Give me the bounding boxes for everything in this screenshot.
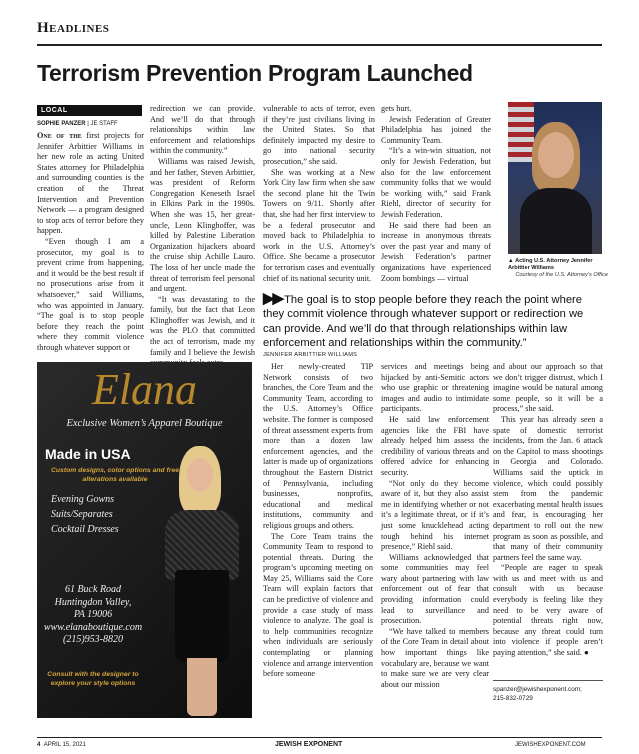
byline-role: | JE STAFF xyxy=(85,121,118,127)
article-column-7 xyxy=(493,362,603,659)
article-column-6 xyxy=(381,362,489,690)
article-paragraph: “People are eager to speak with us and meet with us and consult with us because everybody is feeling like they need to be very aware of potential threats right now, because any threat could turn into violence if people aren’t paying attention,” she said. ● xyxy=(493,563,603,658)
article-paragraph: services and meetings being hijacked by anti-Semitic actors who use graphic or threatening images and audio to intimidate participants. xyxy=(381,362,489,414)
elana-advertisement xyxy=(37,362,252,718)
article-paragraph: Williams acknowledged that some communities may feel wary about partnering with law enforcement out of fear that providing information could lead to surveillance and prosecution. xyxy=(381,552,489,626)
ad-custom-note: Custom designs, color options and free alterations available xyxy=(50,467,180,483)
byline xyxy=(37,121,118,127)
article-paragraph: He said law enforcement agencies like the FBI have already helped him assess the credibility of various threats and offered advice for enhancing security. xyxy=(381,414,489,477)
caption-triangle-icon: ▲ xyxy=(508,258,516,264)
ad-consult-note: Consult with the designer to explore your style options xyxy=(47,671,139,687)
pull-quote-text: The goal is to stop people before they reach the point where they commit violence through whatever support or redirection we can provide. And we’ll do that through relationships within law enforcement and relationships within the community.” xyxy=(263,294,584,350)
page-number: 4 xyxy=(37,742,41,748)
article-paragraph: Williams was raised Jewish, and her father, Steven Arbittier, was president of Reform Congregation Keneseth Israel in Elkins Park in the 1990s. When she was 15, her great-uncle, Leon Klinghoffer, was killed by Palestine Liberation Organization hijackers aboard the cruise ship Achille Lauro. The loss of her uncle made the threat of terrorism feel personal and urgent. xyxy=(150,156,255,294)
pull-quote-attribution: JENNIFER ARBITTIER WILLIAMS xyxy=(263,352,358,358)
face-shape xyxy=(538,132,574,178)
ad-address: 61 Buck Road Huntingdon Valley, PA 19006 www.elanaboutique.com (215)953-8820 xyxy=(43,584,143,645)
site-url[interactable]: JEWISHEXPONENT.COM xyxy=(515,742,586,748)
byline-author: SOPHIE PANZER xyxy=(37,121,86,127)
caption-text: Acting U.S. Attorney Jennifer Arbittier Williams xyxy=(508,258,593,271)
section-tag: LOCAL xyxy=(37,105,142,116)
article-paragraph: This year has already seen a spate of domestic terrorist incidents, from the Jan. 6 attack on the Capitol to mass shootings in Georgia and Colorado. Williams said the uptick in violence, which could possibly stem from the pandemic exacerbating mental health issues and fear, is encouraging her department to roll out the new program as soon as possible, and that many of their community partners feel the same way. xyxy=(493,414,603,562)
williams-photo xyxy=(508,102,602,254)
contact-rule xyxy=(493,680,603,681)
author-phone: 215-832-0729 xyxy=(493,695,533,702)
footer-left xyxy=(37,742,86,748)
ad-tagline: Exclusive Women’s Apparel Boutique xyxy=(66,418,223,429)
issue-date: APRIL 15, 2021 xyxy=(43,742,86,748)
flag-shape xyxy=(508,102,534,162)
article-paragraph: redirection we can provide. And we’ll do that through relationships within law enforcement and relationships within the community.” xyxy=(150,104,255,156)
article-paragraph: Her newly-created TIP Network consists of two branches, the Core Team and the Community Team, according to the U.S. Attorney’s Office website. The former is composed of threat assessment experts from more than a dozen law enforcement agencies, and the latter is made up of organizations throughout the Eastern District of Pennsylvania, including businesses, nonprofits, educational and medical institutions, community and religious groups and others. xyxy=(263,362,373,530)
lead-in: One of the xyxy=(37,131,82,140)
article-paragraph: “It’s a win-win situation, not only for Jewish Federation, but also for the law enforcement community folks that we would be working with,” said Frank Riehl, director of security for Jewish Federation. xyxy=(381,146,491,219)
ad-model-figure xyxy=(157,440,247,718)
photo-caption xyxy=(508,258,608,278)
article-paragraph: and about our approach so that we don’t trigger distrust, which I imagine would be natural among some people, so it will be a process,” she said. xyxy=(493,362,603,414)
article-paragraph: vulnerable to acts of terror, even if they’re just civilians living in the United States. So that definitely impacted my desire to go into national security prosecution,” she said. xyxy=(263,104,375,166)
article-column-5 xyxy=(263,362,373,680)
article-column-3 xyxy=(263,104,375,284)
article-paragraph: Jewish Federation of Greater Philadelphia has joined the Community Team. xyxy=(381,114,491,145)
ad-made-in-usa: Made in USA xyxy=(45,446,131,462)
article-paragraph: “We have talked to members of the Core Team in detail about how important things like vocabulary are, because we want to make sure we are very clear about our mission xyxy=(381,626,489,689)
article-paragraph: “It was devastating to the family, but the fact that Leon Klinghoffer was Jewish, and it was the PLO that committed the act of terrorism, made my family and I believe the Jewish xyxy=(150,294,255,357)
article-paragraph: He said there had been an increase in anonymous threats over the past year and many of Jewish Federation’s partner organizations have experienced Zoom bombings — virtual xyxy=(381,220,491,283)
article-column-1 xyxy=(37,131,144,353)
article-column-2 xyxy=(150,104,255,369)
footer-rule xyxy=(37,737,602,738)
article-paragraph: “Even though I am a prosecutor, my goal is to prevent crime from happening, and it would be the best result if no prosecutions arise from it whatsoever,” said Williams, who was appointed in January. “The goal is to stop people before they reach the point where they commit violence through whatever support or xyxy=(37,236,144,352)
article-paragraph: “Not only do they become aware of it, but they also assist me in identifying whether or not it’s a legitimate threat, or if it’s just some knucklehead acting tough behind his internet presence,” Riehl said. xyxy=(381,478,489,552)
article-paragraph: One of the first projects for Jennifer Arbittier Williams in her new role as acting United States attorney for Philadelphia and surrounding counties is the creation of the Threat Intervention and Prevention Network — a program designed to stop acts of terror before they happen. xyxy=(37,131,144,236)
photo-credit: Courtesy of the U.S. Attorney’s Office xyxy=(515,271,608,278)
body-shape xyxy=(520,188,592,254)
ad-brand: Elana xyxy=(91,365,198,414)
article-paragraph: gets hurt. xyxy=(381,104,412,113)
author-email[interactable]: spanzer@jewishexponent.com; xyxy=(493,686,582,693)
section-header: Headlines xyxy=(37,20,110,36)
ad-product-lines: Evening Gowns Suits/Separates Cocktail Dresses xyxy=(51,494,119,535)
author-contact xyxy=(493,685,603,703)
paper-name: JEWISH EXPONENT xyxy=(275,741,343,748)
quote-mark-icon: ▶▶ xyxy=(263,290,283,307)
pull-quote xyxy=(263,292,603,351)
headline: Terrorism Prevention Program Launched xyxy=(37,60,473,86)
article-paragraph: She was working at a New York City law firm when she saw the second plane hit the Twin Towers on 9/11. Shortly after that, she had her first interview to be a federal prosecutor and moved back to Philadelphia to work in the U.S. Attorney’s Office. She became a prosecutor for terrorism cases and eventually chief of its national security unit. xyxy=(263,167,375,283)
top-rule xyxy=(37,44,602,46)
article-column-4 xyxy=(381,104,491,284)
article-paragraph: The Core Team trains the Community Team to respond to potential threats. During the program’s upcoming meeting on May 25, Williams said the Core Team will explain factors that can be predictive of violence and provide a case study of mass violence to analyze. The goal is to help communities recognize when individuals are seriously contemplating or planning violence and arrange intervention before someone xyxy=(263,531,373,679)
